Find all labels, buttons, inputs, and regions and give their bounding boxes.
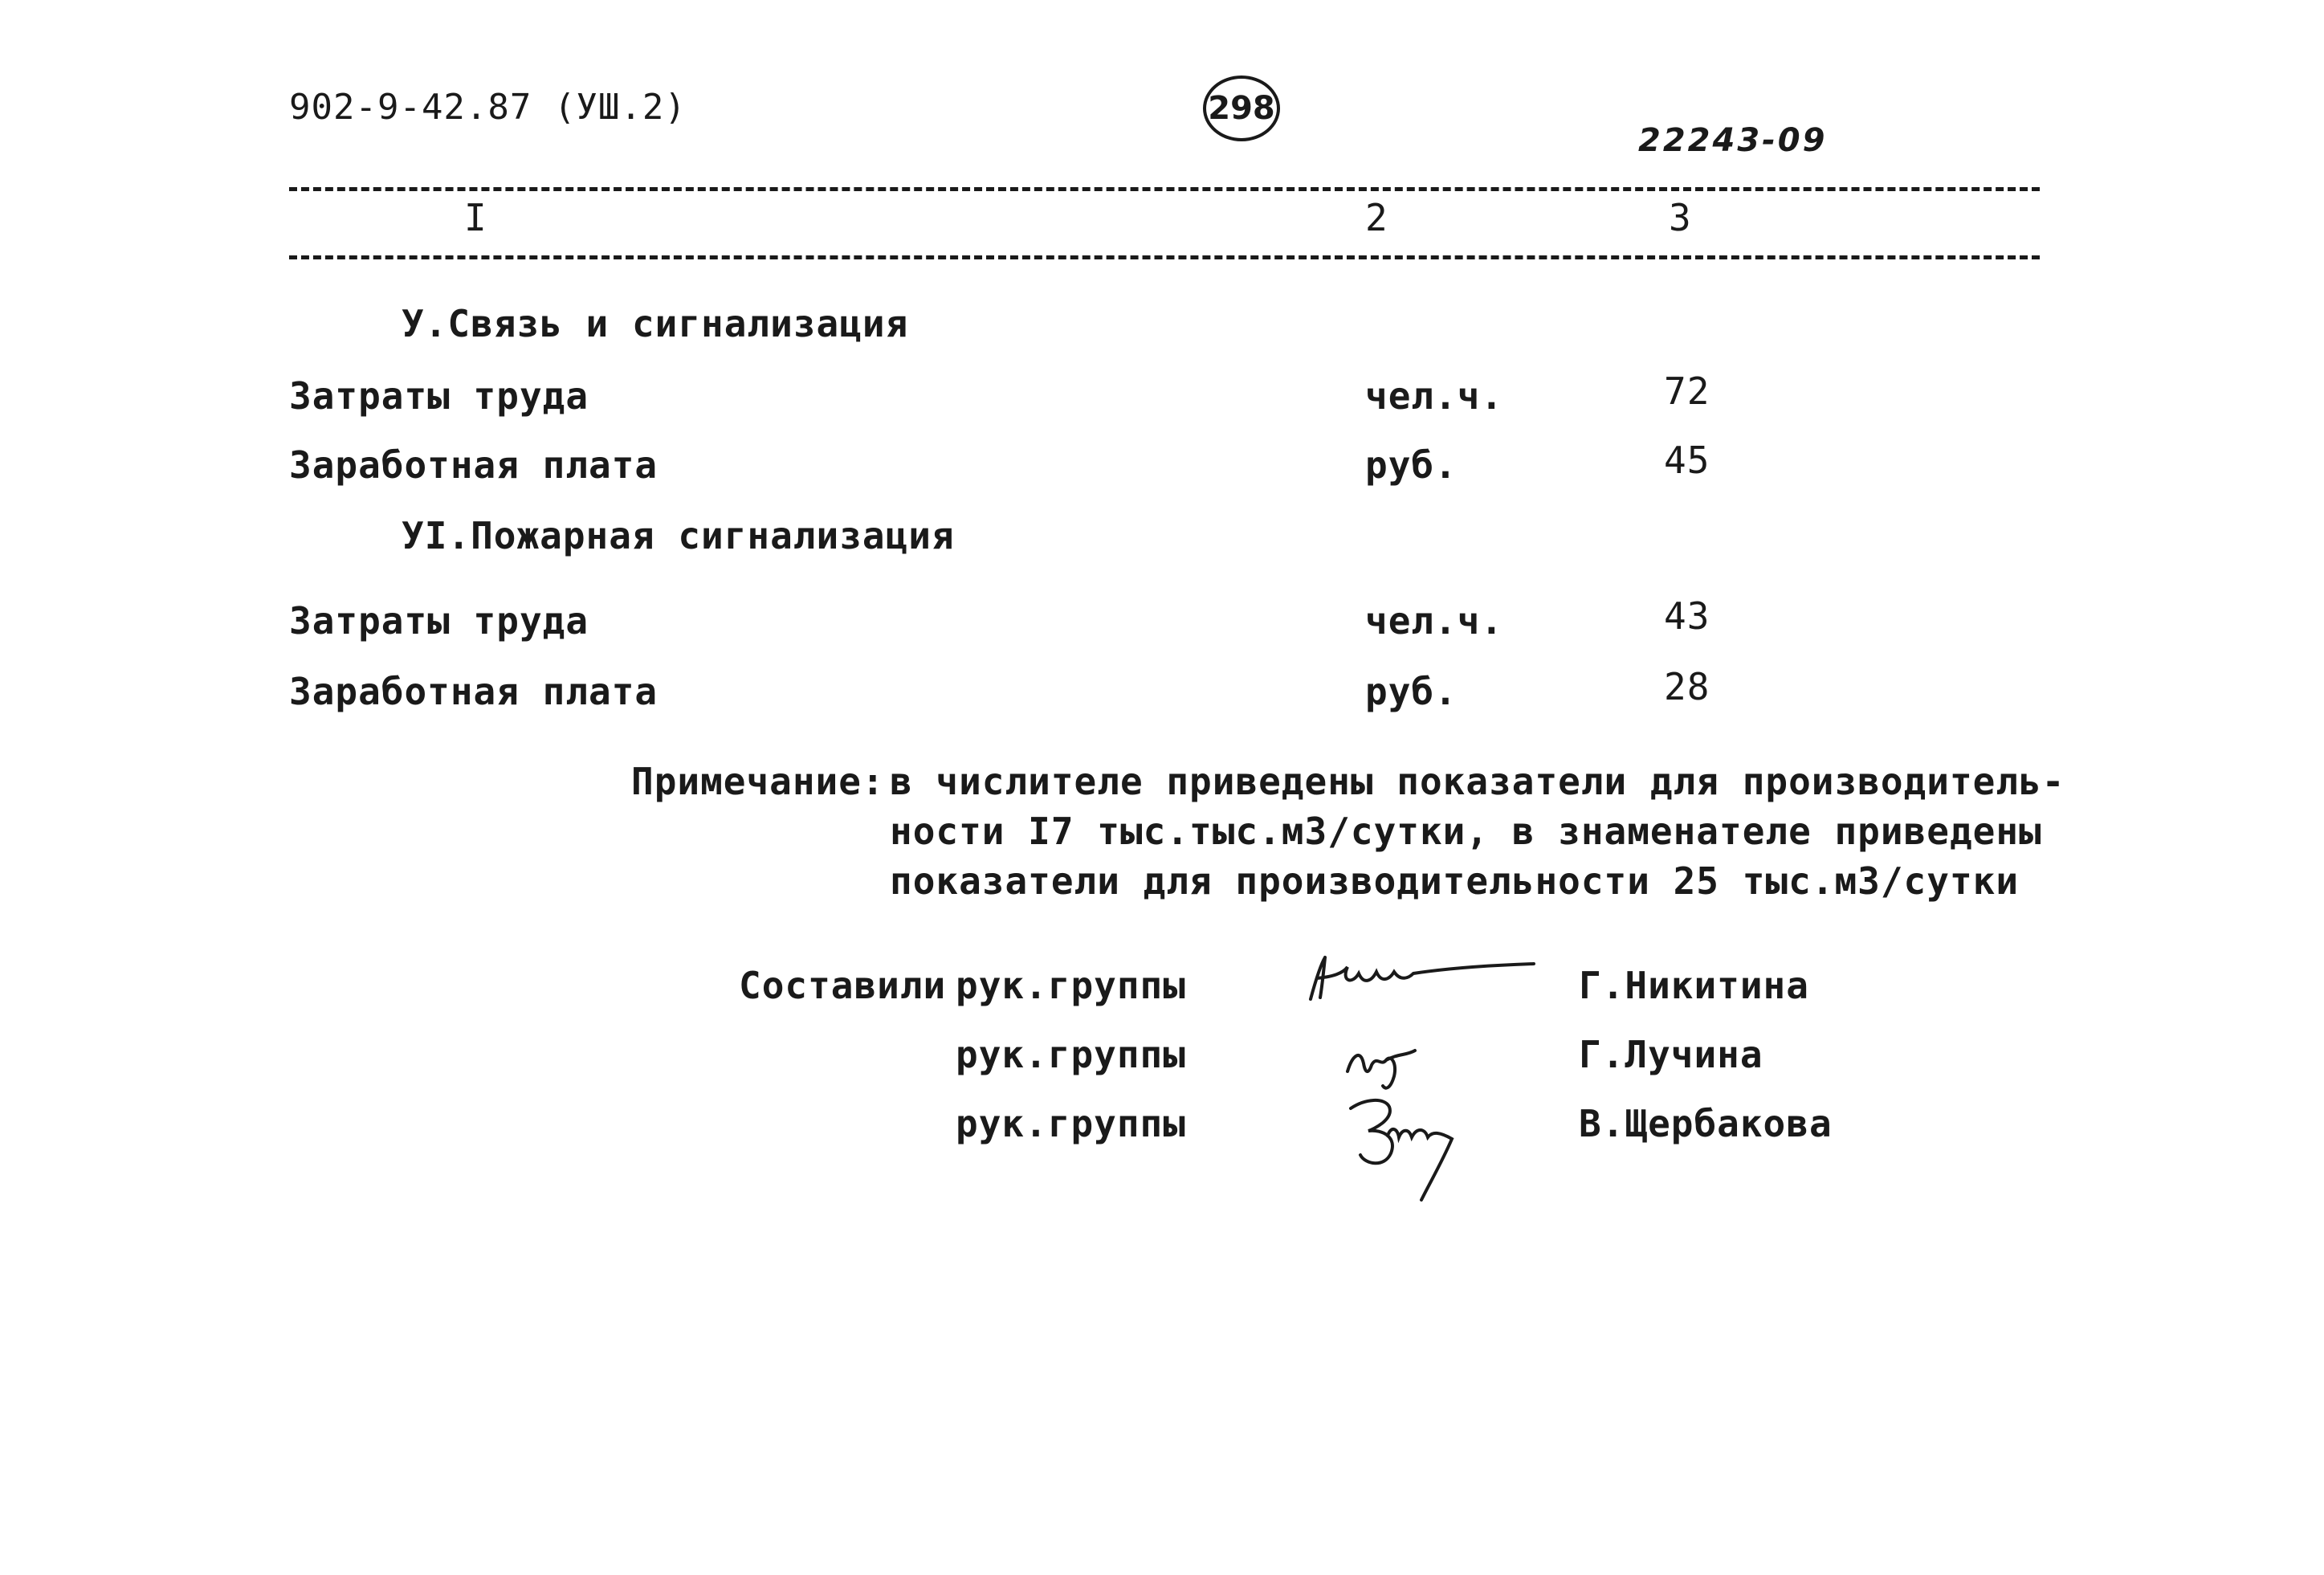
column-header-2: 2	[1365, 196, 1388, 239]
document-code	[289, 87, 687, 128]
row-value: 72	[1664, 369, 1710, 413]
note-line: показатели для производительности 25 тыс.м3/сутки	[890, 859, 2020, 903]
note-label: Примечание:	[631, 760, 885, 803]
table-header-rule	[289, 255, 2040, 259]
page-number: 298	[1208, 90, 1275, 127]
row-name: Затраты труда	[289, 374, 589, 418]
inventory-number: 22243-09	[1638, 122, 1828, 159]
row-name: Заработная плата	[289, 443, 658, 487]
signer-role: рук.группы	[956, 1033, 1186, 1076]
signer-role: рук.группы	[956, 1102, 1186, 1145]
row-unit: руб.	[1365, 443, 1458, 487]
signer-name: Г.Никитина	[1579, 964, 1809, 1007]
column-header-3: 3	[1669, 196, 1692, 239]
column-header-1: I	[464, 196, 487, 239]
row-unit: чел.ч.	[1365, 599, 1504, 643]
signer-name: Г.Лучина	[1579, 1033, 1763, 1076]
section-title: У.Связь и сигнализация	[402, 302, 909, 345]
doc-code: 902-9-42.87	[289, 87, 532, 128]
section-title: УI.Пожарная сигнализация	[402, 514, 955, 557]
signer-role: рук.группы	[956, 964, 1186, 1007]
row-value: 28	[1664, 665, 1710, 708]
signatures-lead-label: Составили	[739, 964, 947, 1007]
signer-name: В.Щербакова	[1579, 1102, 1833, 1145]
signature-1	[1301, 949, 1542, 1006]
signature-3	[1341, 1084, 1486, 1205]
page-number-stamp	[1203, 75, 1280, 141]
note-line: ности I7 тыс.тыс.м3/сутки, в знаменателе приведены	[890, 810, 2042, 853]
row-value: 45	[1664, 439, 1710, 482]
table-top-rule	[289, 187, 2040, 191]
note-line: в числителе приведены показатели для производитель-	[890, 760, 2065, 803]
row-name: Затраты труда	[289, 599, 589, 643]
doc-part: (УШ.2)	[553, 87, 687, 128]
row-name: Заработная плата	[289, 670, 658, 713]
row-unit: руб.	[1365, 670, 1458, 713]
row-unit: чел.ч.	[1365, 374, 1504, 418]
row-value: 43	[1664, 594, 1710, 638]
